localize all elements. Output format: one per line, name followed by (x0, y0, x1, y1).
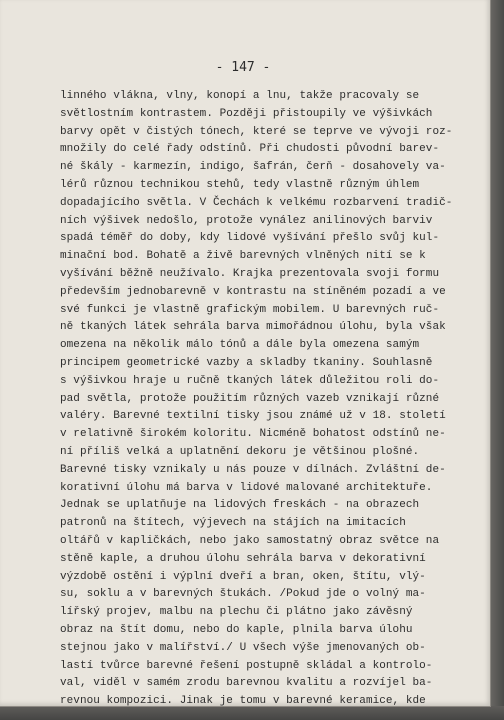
page-number: - 147 - (215, 60, 271, 75)
text-line: valéry. Barevné textilní tisky jsou známé už v 18. století (60, 410, 446, 423)
text-line: lérů různou technikou stehů, tedy vlastně různým úhlem (60, 178, 420, 191)
text-line: patronů na štítech, výjevech na stájích na imitacích (60, 517, 406, 530)
text-line: ních výšivek nedošlo, protože vynález anilinových barviv (60, 214, 433, 227)
text-line: lířský projev, malbu na plechu či plátno jako závěsný (60, 606, 413, 619)
text-line: světlostním kontrastem. Později přistoupily ve výšivkách (60, 107, 433, 120)
text-line: dopadajícího světla. V Čechách k velkému rozbarvení tradič- (60, 196, 453, 209)
text-line: především jednobarevně v kontrastu na stíněném pozadí a ve (60, 285, 446, 298)
text-line: Jednak se uplatňuje na lidových freskách - na obrazech (60, 499, 420, 512)
text-line: minační bod. Bohatě a živě barevných vlněných nití se k (60, 250, 426, 263)
text-line: val, viděl v samém zrodu barevnou kvalitu a rozvíjel ba- (60, 677, 433, 690)
text-line: vyšívání běžně neužívalo. Krajka prezentovala svoji formu (60, 267, 440, 280)
text-line: revnou kompozici. Jinak je tomu v barevné keramice, kde (60, 695, 426, 708)
text-line: své funkci je vlastně grafickým mobilem. U barevných ruč- (60, 303, 440, 316)
text-line: spadá téměř do doby, kdy lidové vyšívání přešlo svůj kul- (60, 232, 440, 245)
right-edge-shadow (490, 0, 504, 720)
text-line: stěně kaple, a druhou úlohu sehrála barva v dekorativní (60, 552, 426, 565)
text-line: linného vlákna, vlny, konopí a lnu, takže pracovaly se (60, 90, 420, 102)
text-line: korativní úlohu má barva v lidové malované architektuře. (60, 481, 433, 494)
body-text (60, 88, 480, 711)
text-line: pad světla, protože použitím různých vazeb vznikají různé (60, 392, 440, 405)
text-line: su, soklu a v barevných štukách. /Pokud jde o volný ma- (60, 588, 426, 601)
text-line: omezena na několik málo tónů a dále byla omezena samým (60, 339, 420, 352)
text-line: lastí tvůrce barevné řešení postupně skládal a kontrolo- (60, 659, 433, 672)
text-line: s výšivkou hraje u ručně tkaných látek důležitou roli do- (60, 374, 440, 387)
text-line: obraz na štít domu, nebo do kaple, plnila barva úlohu (60, 623, 413, 636)
text-line: stejnou jako v malířství./ U všech výše jmenovaných ob- (60, 641, 426, 654)
text-line: barvy opět v čistých tónech, které se teprve ve vývoji roz- (60, 125, 453, 138)
text-line: ní příliš velká a uplatnění dekoru je většinou plošné. (60, 445, 420, 458)
text-line: ně tkaných látek sehrála barva mimořádnou úlohu, byla však (60, 321, 446, 334)
text-line: oltářů v kapličkách, nebo jako samostatný obraz světce na (60, 534, 440, 547)
text-line: Barevné tisky vznikaly u nás pouze v dílnách. Zvláštní de- (60, 463, 446, 476)
text-line: množily do celé řady odstínů. Při chudosti původní barev- (60, 143, 440, 156)
text-line: né škály - karmezín, indigo, šafrán, čerň - dosahovely va- (60, 161, 446, 174)
text-line: principem geometrické vazby a skladby tkaniny. Souhlasně (60, 356, 433, 369)
text-line: v relativně širokém koloritu. Nicméně bohatost odstínů ne- (60, 428, 446, 441)
text-line: výzdobě ostění i výplní dveří a bran, oken, štítu, vlý- (60, 570, 426, 583)
